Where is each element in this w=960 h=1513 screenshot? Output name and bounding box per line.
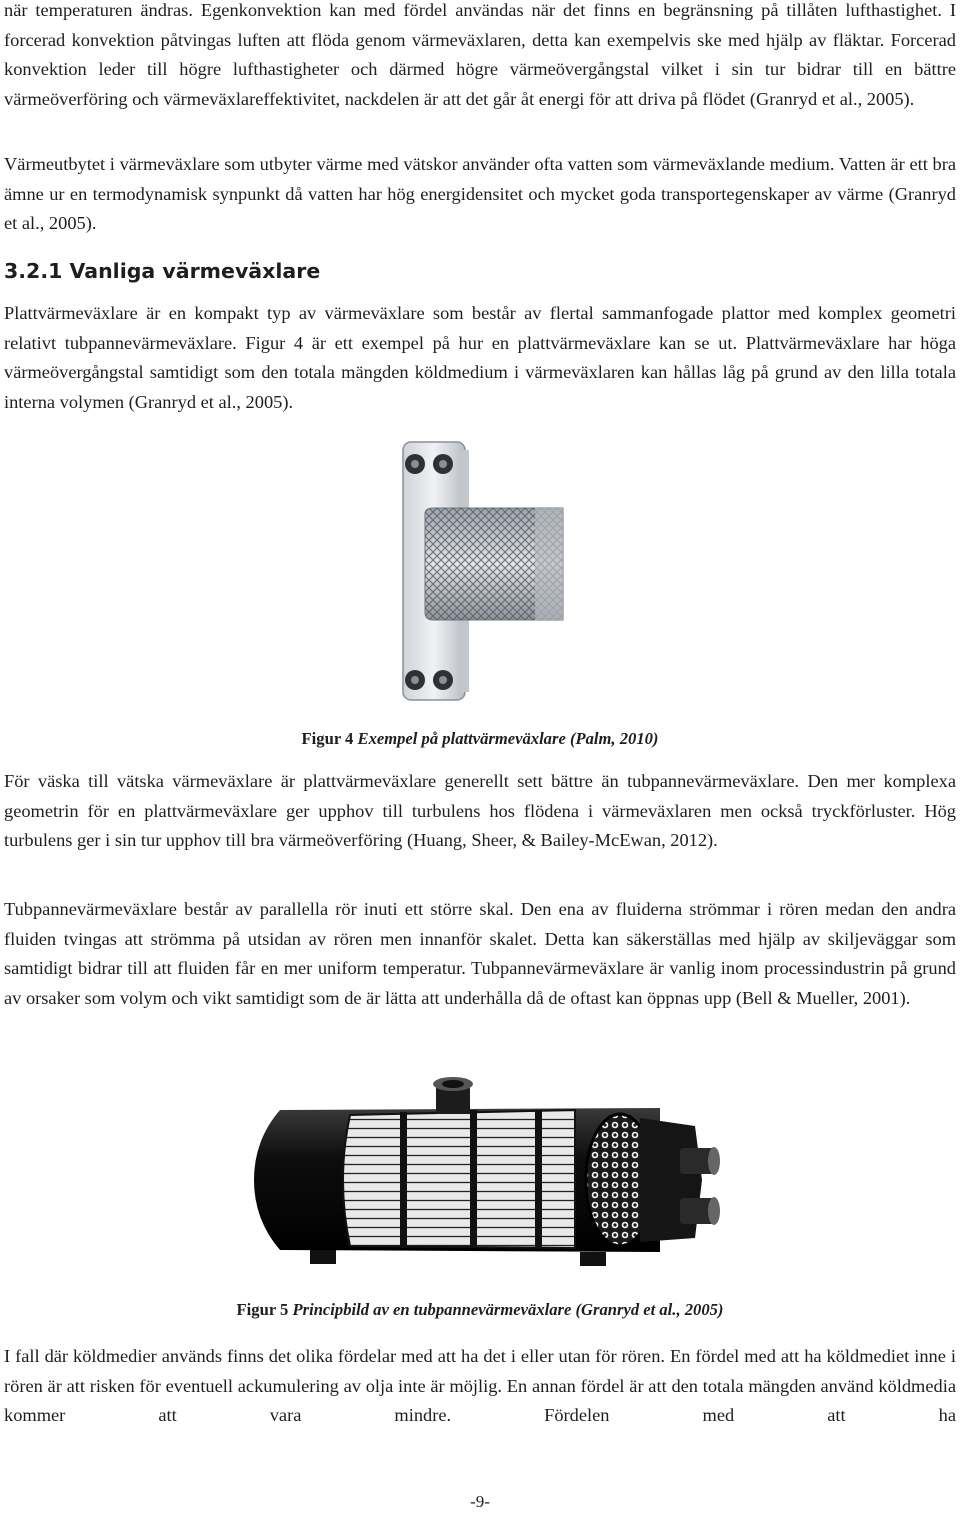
page-number: -9- xyxy=(470,1492,490,1511)
figure-4-caption xyxy=(0,728,960,750)
plate-heat-exchanger-image xyxy=(385,436,575,706)
figure-5-label: Figur 5 xyxy=(236,1300,289,1319)
paragraph-plate-heat-exchanger: Plattvärmeväxlare är en kompakt typ av värmeväxlare som består av flertal sammanfogade plattor med komplex geometri relativt tubpannevärmeväxlare. Figur 4 är ett exempel på hur en plattvärmeväxlare kan se ut. Plattvärmeväxlare har höga värmeövergångstal samtidigt som den totala mängden köldmedium i värmeväxlaren kan hållas låg på grund av den lilla totala interna volymen (Granryd et al., 2005). xyxy=(4,303,956,412)
paragraph-liquid-heat-exchange: Värmeutbytet i värmeväxlare som utbyter värme med vätskor använder ofta vatten som värmeväxlande medium. Vatten är ett bra ämne ur en termodynamisk synpunkt då vatten har hög energidensitet och mycket goda transportegenskaper av värme (Granryd et al., 2005). xyxy=(4,154,956,233)
figure-4-label: Figur 4 xyxy=(301,729,354,748)
shell-and-tube-heat-exchanger-image xyxy=(240,1070,720,1285)
paragraph-refrigerant-placement: I fall där köldmedier används finns det olika fördelar med att ha det i eller utan för rören. En fördel med att ha köldmediet inne i rören är att risken för eventuell ackumulering av olja inte är möjlig. En annan fördel är att den totala mängden använd köldmedia kommer att vara mindre. Fördelen med att ha xyxy=(4,1346,956,1425)
figure-5-title: Principbild av en tubpannevärmeväxlare (Granryd et al., 2005) xyxy=(292,1300,724,1319)
figure-4-title: Exempel på plattvärmeväxlare (Palm, 2010) xyxy=(357,729,659,748)
figure-5-caption xyxy=(0,1299,960,1321)
section-heading: 3.2.1 Vanliga värmeväxlare xyxy=(4,259,321,283)
paragraph-liquid-to-liquid: För väska till vätska värmeväxlare är plattvärmeväxlare generellt sett bättre än tubpannevärmeväxlare. Den mer komplexa geometrin för en plattvärmeväxlare ger upphov till turbulens hos flödena i värmeväxlaren men också tryckförluster. Hög turbulens ger i sin tur upphov till bra värmeöverföring (Huang, Sheer, & Bailey-McEwan, 2012). xyxy=(4,771,956,850)
paragraph-forced-convection: när temperaturen ändras. Egenkonvektion kan med fördel användas när det finns en begränsning på tillåten lufthastighet. I forcerad konvektion påtvingas luften att flöda genom värmeväxlaren, detta kan exempelvis ske med hjälp av fläktar. Forcerad konvektion leder till högre lufthastigheter och därmed högre värmeövergångstal vilket i sin tur bidrar till en bättre värmeöverföring och värmeväxlareffektivitet, nackdelen är att det går åt energi för att driva på flödet (Granryd et al., 2005). xyxy=(4,0,956,109)
paragraph-shell-and-tube: Tubpannevärmeväxlare består av parallella rör inuti ett större skal. Den ena av fluiderna strömmar i rören medan den andra fluiden tvingas att strömma på utsidan av rören men innanför skalet. Detta kan säkerställas med hjälp av skiljeväggar som samtidigt bidrar till att fluiden får en mer uniform temperatur. Tubpannevärmeväxlare är vanlig inom processindustrin på grund av orsaker som volym och vikt samtidigt som de är lätta att underhålla då de oftast kan öppnas upp (Bell & Mueller, 2001). xyxy=(4,899,956,1008)
